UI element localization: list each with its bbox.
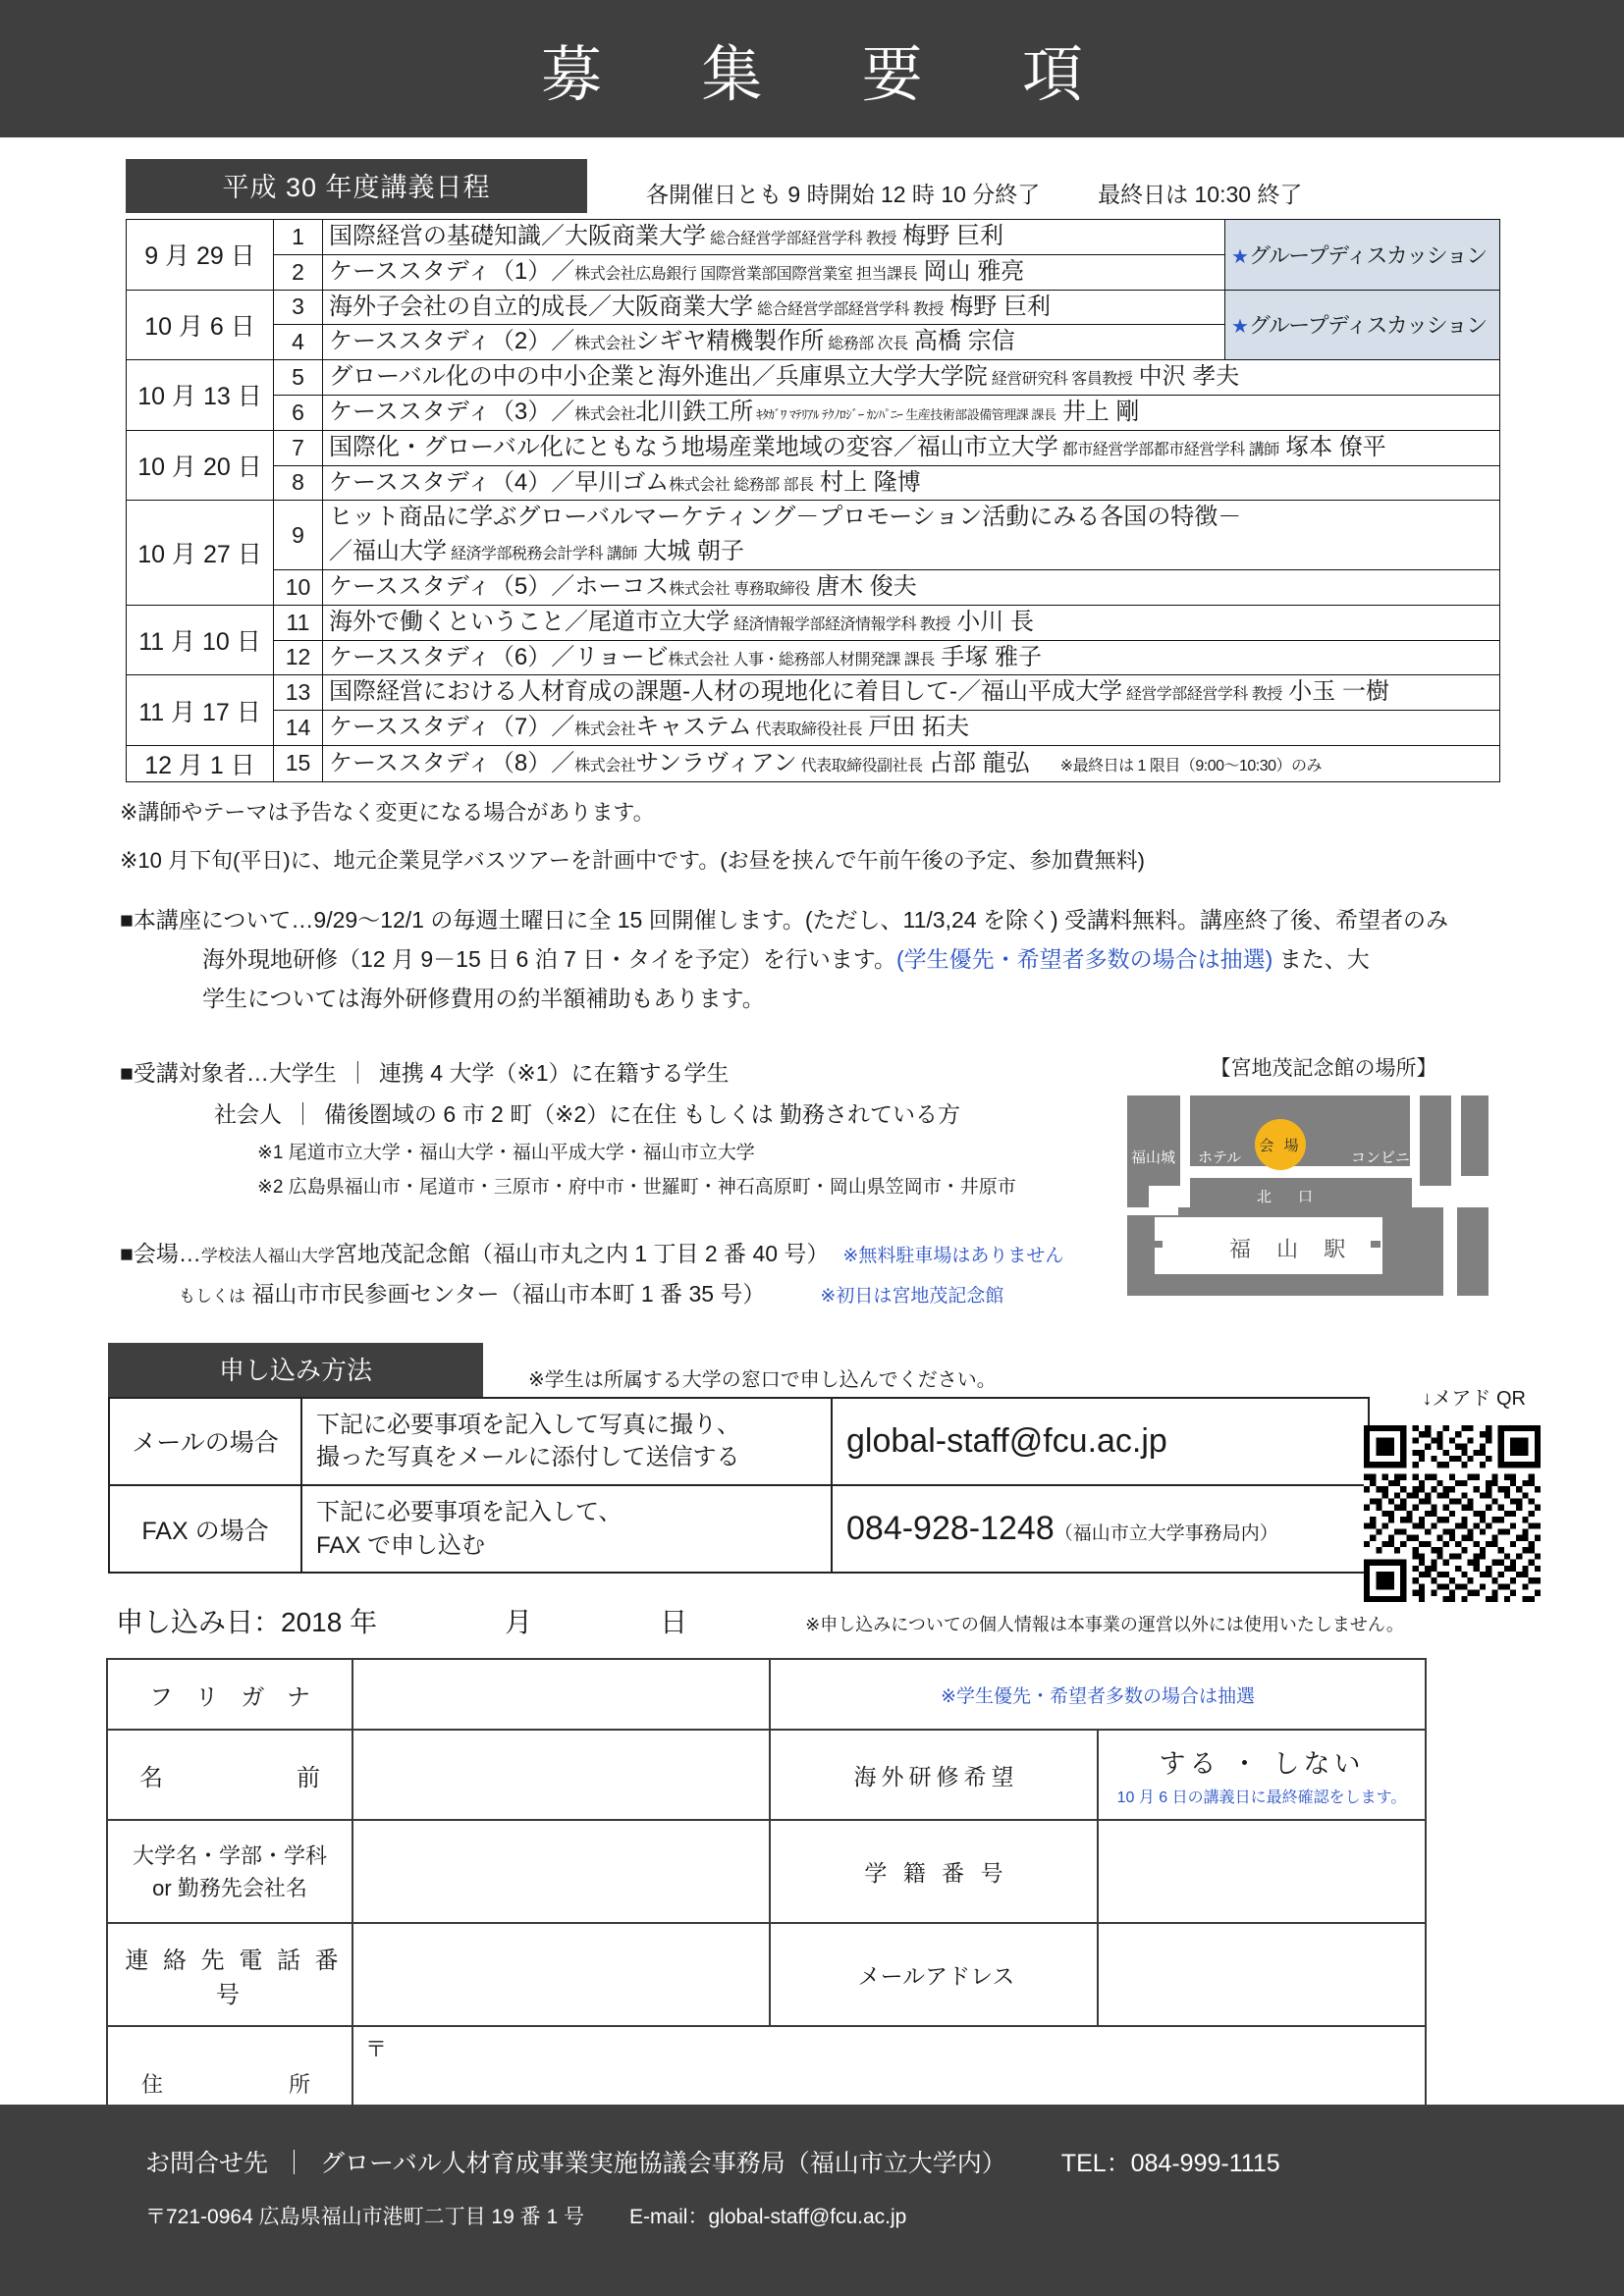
apply-method-value: 084-928-1248（福山市立大学事務局内） xyxy=(832,1485,1369,1573)
venue-line1-small: 学校法人福山大学 xyxy=(200,1247,335,1266)
form-row-phone xyxy=(107,1923,1426,2026)
schedule-row xyxy=(127,605,1500,640)
map-rail-dash xyxy=(1398,1241,1408,1248)
map-block-ne2 xyxy=(1461,1095,1489,1176)
footer-bar: ｜ xyxy=(282,2150,307,2177)
schedule-number-cell: 14 xyxy=(274,711,323,746)
schedule-content-cell: ケーススタディ（7）／株式会社キャステム 代表取締役社長 戸田 拓夫 xyxy=(323,711,1500,746)
schedule-date-cell: 9 月 29 日 xyxy=(127,220,274,291)
schedule-row xyxy=(127,430,1500,465)
schedule-content-cell: ケーススタディ（6）／リョービ株式会社 人事・総務部人材開発課 課長 手塚 雅子 xyxy=(323,640,1500,675)
target-head: ■受講対象者…大学生 xyxy=(120,1059,337,1086)
about-line-2a: 海外現地研修（12 月 9－15 日 6 泊 7 日・タイを予定）を行います。 xyxy=(202,946,896,973)
footer-tel: TEL：084-999-1115 xyxy=(1060,2150,1280,2177)
form-row-school xyxy=(107,1820,1426,1923)
map-block-castle xyxy=(1127,1095,1180,1186)
target-head-rest: 連携 4 大学（※1）に在籍する学生 xyxy=(378,1059,730,1086)
schedule-row xyxy=(127,745,1500,781)
form-input-school[interactable] xyxy=(352,1820,770,1923)
form-note-lottery: ※学生優先・希望者多数の場合は抽選 xyxy=(770,1659,1426,1730)
schedule-row xyxy=(127,501,1500,570)
venue-line1-note: ※無料駐車場はありません xyxy=(842,1246,1064,1267)
apply-tab-label: 申し込み方法 xyxy=(108,1343,483,1397)
apply-method-row xyxy=(109,1398,1369,1485)
form-overseas-subnote: 10 月 6 日の講義日に最終確認をします。 xyxy=(1116,1789,1407,1807)
form-overseas-choice[interactable]: する ・ しない xyxy=(1159,1749,1365,1780)
schedule-note-2: ※10 月下旬(平日)に、地元企業見学バスツアーを計画中です。(お昼を挟んで午前午後の予定、参加費無料) xyxy=(120,847,1145,873)
venue-map xyxy=(1127,1052,1520,1298)
schedule-number-cell: 7 xyxy=(274,430,323,465)
map-label-hotel: ホテル xyxy=(1198,1149,1242,1166)
schedule-content-cell: 海外子会社の自立的成長／大阪商業大学 総合経営学部経営学科 教授 梅野 巨利 xyxy=(323,290,1225,325)
schedule-row xyxy=(127,569,1500,605)
apply-method-label: FAX の場合 xyxy=(109,1485,301,1573)
map-rail-dash xyxy=(1371,1241,1380,1248)
form-label-name: 名 前 xyxy=(107,1730,352,1820)
venue-line2-a: もしくは xyxy=(179,1287,245,1307)
about-line-1: ■本講座について…9/29～12/1 の毎週土曜日に全 15 回開催します。(ただし、11/3,24 を除く) 受講料無料。講座終了後、希望者のみ xyxy=(120,906,1449,933)
schedule-date-cell: 10 月 20 日 xyxy=(127,430,274,501)
schedule-number-cell: 4 xyxy=(274,325,323,360)
apply-method-desc: 下記に必要事項を記入して、 FAX で申し込む xyxy=(301,1485,832,1573)
apply-method-value: global-staff@fcu.ac.jp xyxy=(832,1398,1369,1485)
qr-label: ↓メアド QR xyxy=(1422,1388,1526,1410)
target-note-2: ※2 広島県福山市・尾道市・三原市・府中市・世羅町・神石高原町・岡山県笠岡市・井原市 xyxy=(257,1176,1016,1198)
schedule-date-cell: 10 月 6 日 xyxy=(127,290,274,360)
schedule-content-cell: 国際経営の基礎知識／大阪商業大学 総合経営学部経営学科 教授 梅野 巨利 xyxy=(323,220,1225,255)
apply-method-heading xyxy=(108,1343,1624,1410)
target-line2-b: 備後圏域の 6 市 2 町（※2）に在住 もしくは 勤務されている方 xyxy=(324,1101,960,1128)
map-rail-dash xyxy=(1153,1241,1163,1248)
about-line-2 xyxy=(120,939,1624,979)
schedule-notes xyxy=(120,796,1624,875)
schedule-tab-label: 平成 30 年度講義日程 xyxy=(126,159,587,213)
schedule-content-cell: ケーススタディ（5）／ホーコス株式会社 専務取締役 唐木 俊夫 xyxy=(323,569,1500,605)
apply-note: ※学生は所属する大学の窓口で申し込んでください。 xyxy=(528,1368,997,1391)
schedule-row xyxy=(127,395,1500,430)
form-label-address-l1: 住 所 xyxy=(140,2071,318,2097)
map-block-e xyxy=(1457,1207,1489,1296)
form-label-phone: 連 絡 先 電 話 番 号 xyxy=(107,1923,352,2026)
top-banner xyxy=(0,0,1624,137)
application-date-row xyxy=(116,1601,1624,1640)
map-block-ne xyxy=(1420,1095,1451,1186)
schedule-date-cell: 12 月 1 日 xyxy=(127,745,274,781)
about-line-3: 学生については海外研修費用の約半額補助もあります。 xyxy=(202,986,765,1012)
map-label-north-exit: 北 口 xyxy=(1257,1189,1320,1205)
map-label-castle: 福山城 xyxy=(1131,1149,1176,1166)
form-label-furigana: フ リ ガ ナ xyxy=(107,1659,352,1730)
schedule-row xyxy=(127,465,1500,501)
footer-email: E-mail：global-staff@fcu.ac.jp xyxy=(628,2206,907,2228)
form-label-school-l1: 大学名・学部・学科 xyxy=(132,1842,327,1868)
group-discussion-cell: ★グループディスカッション xyxy=(1225,290,1500,360)
venue-line2-note: ※初日は宮地茂記念館 xyxy=(820,1286,1004,1308)
schedule-content-cell: ケーススタディ（1）／株式会社広島銀行 国際営業部国際営業室 担当課長 岡山 雅亮 xyxy=(323,254,1225,290)
form-label-email: メールアドレス xyxy=(770,1923,1098,2026)
form-label-school-l2: or 勤務先会社名 xyxy=(152,1875,307,1900)
star-icon: ★ xyxy=(1231,245,1249,268)
map-rail-dash xyxy=(1139,1241,1149,1248)
application-month-label: 月 xyxy=(505,1607,533,1638)
form-input-overseas[interactable] xyxy=(1098,1730,1426,1820)
schedule-content-cell: ケーススタディ（3）／株式会社北川鉄工所 ｷﾀｶﾞﾜ ﾏﾃﾘｱﾙ ﾃｸﾉﾛｼﾞｰ ｶﾝﾊﾟﾆｰ 生産技術部設備管理課 課長 井上 剛 xyxy=(323,395,1500,430)
schedule-note-right: 最終日は 10:30 終了 xyxy=(1098,182,1303,207)
form-label-school xyxy=(107,1820,352,1923)
schedule-row xyxy=(127,220,1500,255)
map-block-castle-lower xyxy=(1127,1186,1149,1207)
about-course-block xyxy=(120,900,1624,1019)
application-day-label: 日 xyxy=(660,1607,688,1638)
footer-line-2 xyxy=(145,2201,1624,2230)
schedule-number-cell: 9 xyxy=(274,501,323,570)
footer-contact-label: お問合せ先 xyxy=(145,2150,269,2177)
schedule-number-cell: 8 xyxy=(274,465,323,501)
apply-method-desc: 下記に必要事項を記入して写真に撮り、 撮った写真をメールに添付して送信する xyxy=(301,1398,832,1485)
target-line2-sep: ｜ xyxy=(292,1101,314,1128)
schedule-note-left: 各開催日とも 9 時開始 12 時 10 分終了 xyxy=(646,182,1041,207)
schedule-row xyxy=(127,290,1500,325)
schedule-row xyxy=(127,675,1500,711)
schedule-note-1: ※講師やテーマは予告なく変更になる場合があります。 xyxy=(120,799,655,825)
schedule-date-cell: 10 月 27 日 xyxy=(127,501,274,605)
form-input-student-no[interactable] xyxy=(1098,1820,1426,1923)
footer xyxy=(0,2105,1624,2296)
footer-org: グローバル人材育成事業実施協議会事務局（福山市立大学内） xyxy=(320,2150,1006,2177)
map-title: 【宮地茂記念館の場所】 xyxy=(1210,1057,1437,1080)
schedule-number-cell: 10 xyxy=(274,569,323,605)
application-form-table xyxy=(106,1658,1427,2172)
schedule-date-cell: 11 月 17 日 xyxy=(127,675,274,746)
schedule-number-cell: 12 xyxy=(274,640,323,675)
qr-svg xyxy=(1364,1425,1541,1602)
star-icon: ★ xyxy=(1231,316,1249,339)
map-canvas xyxy=(1127,1092,1510,1298)
map-label-conveni: コンビニ xyxy=(1351,1149,1411,1166)
about-line-2-blue: (学生優先・希望者多数の場合は抽選) xyxy=(895,946,1273,973)
form-input-email[interactable] xyxy=(1098,1923,1426,2026)
schedule-number-cell: 2 xyxy=(274,254,323,290)
schedule-number-cell: 6 xyxy=(274,395,323,430)
form-row-furigana xyxy=(107,1659,1426,1730)
schedule-number-cell: 5 xyxy=(274,360,323,396)
schedule-number-cell: 3 xyxy=(274,290,323,325)
schedule-number-cell: 15 xyxy=(274,745,323,781)
footer-address: 〒721-0964 広島県福山市港町二丁目 19 番 1 号 xyxy=(145,2206,584,2228)
form-input-phone[interactable] xyxy=(352,1923,770,2026)
form-input-name[interactable] xyxy=(352,1730,770,1820)
poster-title: 募 集 要 項 xyxy=(541,40,1124,109)
form-label-overseas: 海外研修希望 xyxy=(770,1730,1098,1820)
schedule-time-note xyxy=(646,177,1302,213)
form-row-name xyxy=(107,1730,1426,1820)
form-postal-mark: 〒 xyxy=(365,2037,388,2062)
schedule-number-cell: 1 xyxy=(274,220,323,255)
schedule-number-cell: 11 xyxy=(274,605,323,640)
map-venue-marker: 会 場 xyxy=(1255,1119,1306,1170)
venue-line1-addr: （福山市丸之内 1 丁目 2 番 40 号） xyxy=(469,1241,830,1267)
schedule-table-wrap xyxy=(126,219,1500,782)
application-date-label: 申し込み日：2018 年 xyxy=(116,1607,378,1638)
schedule-content-cell: ケーススタディ（4）／早川ゴム株式会社 総務部 部長 村上 隆博 xyxy=(323,465,1500,501)
schedule-row xyxy=(127,360,1500,396)
schedule-content-cell: 国際経営における人材育成の課題-人材の現地化に着目して-／福山平成大学 経営学部経営学科 教授 小玉 一樹 xyxy=(323,675,1500,711)
venue-line1-b: 宮地茂記念館 xyxy=(334,1241,470,1267)
schedule-heading-row xyxy=(126,137,1624,219)
apply-method-label: メールの場合 xyxy=(109,1398,301,1485)
target-note-1: ※1 尾道市立大学・福山大学・福山平成大学・福山市立大学 xyxy=(257,1142,755,1163)
venue-line2-addr: （福山市本町 1 番 35 号） xyxy=(499,1281,766,1308)
form-input-furigana[interactable] xyxy=(352,1659,770,1730)
schedule-content-cell: 海外で働くということ／尾道市立大学 経済情報学部経済情報学科 教授 小川 長 xyxy=(323,605,1500,640)
map-rail-dash xyxy=(1384,1241,1394,1248)
email-qr-code xyxy=(1364,1425,1541,1602)
schedule-row xyxy=(127,711,1500,746)
schedule-content-cell: ケーススタディ（8）／株式会社サンラヴィアン 代表取締役副社長 占部 龍弘 ※最終日は 1 限目（9:00～10:30）のみ xyxy=(323,745,1500,781)
map-label-station: 福 山 駅 xyxy=(1229,1237,1356,1261)
schedule-content-cell: ヒット商品に学ぶグローバルマーケティング－プロモーション活動にみる各国の特徴－ ／福山大学 経済学部税務会計学科 講師 大城 朝子 xyxy=(323,501,1500,570)
form-label-student-no: 学 籍 番 号 xyxy=(770,1820,1098,1923)
schedule-content-cell: グローバル化の中の中小企業と海外進出／兵庫県立大学大学院 経営研究科 客員教授 中沢 孝夫 xyxy=(323,360,1500,396)
privacy-note: ※申し込みについての個人情報は本事業の運営以外には使用いたしません。 xyxy=(805,1615,1404,1635)
schedule-content-cell: 国際化・グローバル化にともなう地場産業地域の変容／福山市立大学 都市経営学部都市経営学科 講師 塚本 僚平 xyxy=(323,430,1500,465)
schedule-content-cell: ケーススタディ（2）／株式会社シギヤ精機製作所 総務部 次長 高橋 宗信 xyxy=(323,325,1225,360)
footer-line-1 xyxy=(145,2144,1624,2179)
target-line2-a: 社会人 xyxy=(214,1101,282,1128)
about-line-2b: また、大 xyxy=(1272,946,1370,973)
schedule-date-cell: 11 月 10 日 xyxy=(127,605,274,675)
schedule-row xyxy=(127,640,1500,675)
schedule-date-cell: 10 月 13 日 xyxy=(127,360,274,431)
venue-line2-b: 福山市市民参画センター xyxy=(251,1281,500,1308)
schedule-table xyxy=(126,219,1500,782)
apply-method-row xyxy=(109,1485,1369,1573)
schedule-number-cell: 13 xyxy=(274,675,323,711)
apply-method-table xyxy=(108,1397,1370,1574)
target-head-sep: ｜ xyxy=(346,1059,369,1086)
venue-line1-a: ■会場… xyxy=(120,1241,201,1267)
group-discussion-cell: ★グループディスカッション xyxy=(1225,220,1500,291)
